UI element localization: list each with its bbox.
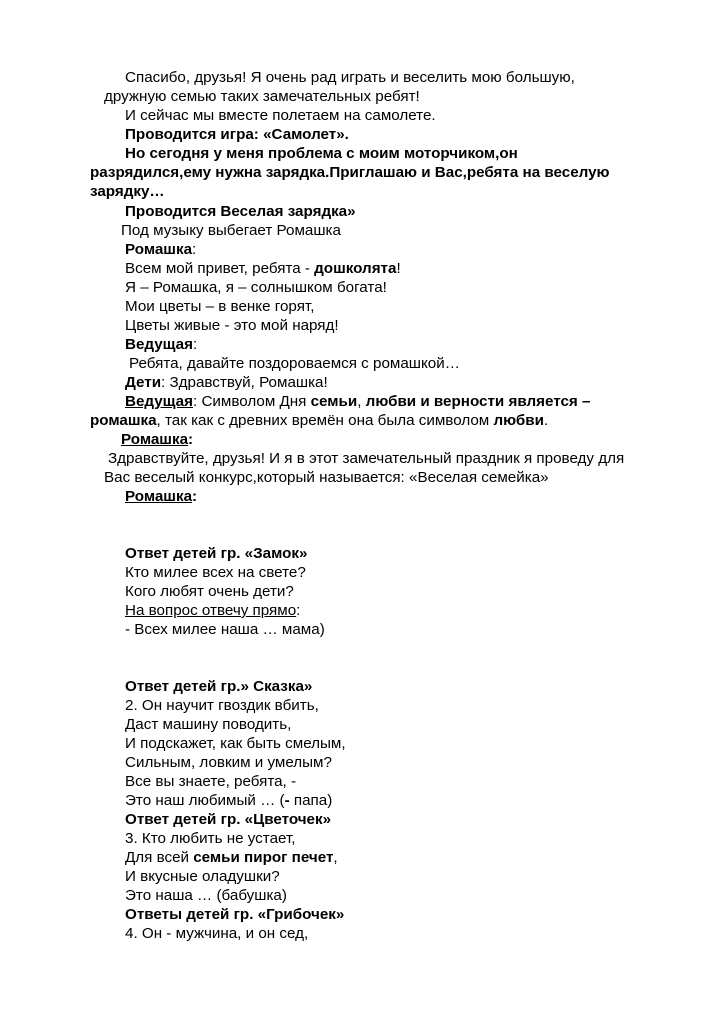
- text-run: Я – Ромашка, я – солнышком богата!: [125, 279, 387, 296]
- text-run-bold: дошколята: [314, 260, 397, 277]
- text-run-bold: семьи пирог печет: [193, 849, 334, 866]
- text-run: Все вы знаете, ребята, -: [125, 773, 297, 790]
- text-run: Это наш любимый … (: [125, 792, 285, 809]
- group-answer-heading: [125, 678, 312, 696]
- text-run: Кто милее всех на свете?: [125, 564, 306, 581]
- text-line: [104, 88, 420, 106]
- text-line: [90, 183, 165, 201]
- text-line: [125, 107, 436, 125]
- text-line: [125, 621, 325, 639]
- text-line: [125, 602, 300, 620]
- speaker-line: [121, 431, 193, 449]
- text-run: ,: [357, 393, 366, 410]
- exercise-heading: [125, 203, 356, 221]
- text-run-underlined: На вопрос отвечу прямо: [125, 602, 297, 619]
- text-line: [125, 925, 308, 943]
- text-line: [121, 222, 341, 240]
- text-line: [125, 564, 306, 582]
- text-run: Ответ детей гр. «Замок»: [125, 545, 308, 562]
- speaker-name: Ведущая: [125, 336, 193, 353]
- text-run: :: [296, 602, 301, 619]
- text-line: [125, 716, 291, 734]
- text-run: Мои цветы – в венке горят,: [125, 298, 315, 315]
- text-run: Ответ детей гр. «Цветочек»: [125, 811, 332, 828]
- text-run: , так как с древних времён она была символом: [156, 412, 494, 429]
- speaker-name: Ромашка: [125, 241, 193, 258]
- group-answer-heading: [125, 545, 307, 563]
- speaker-name: Ромашка: [121, 431, 189, 448]
- text-line: [125, 697, 319, 715]
- text-run: Спасибо, друзья! Я очень рад играть и веселить мою большую,: [125, 69, 575, 86]
- speaker-line: [125, 336, 197, 354]
- group-answer-heading: [125, 811, 331, 829]
- text-run: 2. Он научит гвоздик вбить,: [125, 697, 319, 714]
- text-run-bold: семьи: [310, 393, 358, 410]
- text-run: Цветы живые - это мой наряд!: [125, 317, 339, 334]
- text-run: Под музыку выбегает Ромашка: [121, 222, 341, 239]
- text-run: ,: [333, 849, 338, 866]
- text-line: [125, 583, 294, 601]
- text-line: [125, 868, 280, 886]
- text-run: дружную семью таких замечательных ребят!: [104, 88, 420, 105]
- text-line: [108, 450, 624, 468]
- text-line: [125, 735, 346, 753]
- speaker-name: Ромашка: [125, 488, 193, 505]
- text-run: И вкусные оладушки?: [125, 868, 280, 885]
- text-line: [125, 145, 518, 163]
- text-run: :: [192, 241, 197, 258]
- speaker-line: [125, 241, 196, 259]
- text-line: [90, 412, 548, 430]
- text-run: Кого любят очень дети?: [125, 583, 294, 600]
- text-line: [90, 164, 610, 182]
- speaker-name: Ведущая: [125, 393, 193, 410]
- text-line: [125, 849, 338, 867]
- text-run: Для всей: [125, 849, 194, 866]
- text-run: Даст машину поводить,: [125, 716, 292, 733]
- text-run: !: [396, 260, 401, 277]
- text-run: Всем мой привет, ребята -: [125, 260, 315, 277]
- text-run: 4. Он - мужчина, и он сед,: [125, 925, 309, 942]
- text-run-bold: -: [284, 792, 290, 809]
- text-run: Ответы детей гр. «Грибочек»: [125, 906, 345, 923]
- text-run: : Здравствуй, Ромашка!: [161, 374, 328, 391]
- text-run: Проводится Веселая зарядка»: [125, 203, 356, 220]
- text-run-bold: любви: [493, 412, 544, 429]
- text-line: [125, 754, 332, 772]
- text-run: 3. Кто любить не устает,: [125, 830, 296, 847]
- text-run: Проводится игра: «Самолет».: [125, 126, 349, 143]
- text-run: : Символом Дня: [193, 393, 311, 410]
- text-run: зарядку…: [90, 183, 165, 200]
- group-answer-heading: [125, 906, 344, 924]
- text-line: [125, 260, 401, 278]
- text-line: [125, 298, 314, 316]
- text-line: [125, 792, 332, 810]
- text-run: :: [193, 336, 198, 353]
- game-heading: [125, 126, 349, 144]
- text-run: :: [188, 431, 194, 448]
- text-run: Но сегодня у меня проблема с моим моторчиком,он: [125, 145, 518, 162]
- text-line: [125, 69, 575, 87]
- text-run: И подскажет, как быть смелым,: [125, 735, 346, 752]
- text-run: И сейчас мы вместе полетаем на самолете.: [125, 107, 436, 124]
- text-run: Сильным, ловким и умелым?: [125, 754, 332, 771]
- text-run-bold: ромашка: [90, 412, 157, 429]
- text-line: [125, 279, 387, 297]
- text-run: :: [192, 488, 198, 505]
- text-run: Ответ детей гр.» Сказка»: [125, 678, 313, 695]
- text-run: .: [543, 412, 549, 429]
- speaker-line: [125, 393, 590, 411]
- text-run: Ребята, давайте поздороваемся с ромашкой…: [129, 355, 460, 372]
- text-line: [125, 830, 295, 848]
- text-line: [104, 469, 549, 487]
- text-run: Вас веселый конкурс,который называется: «Веселая семейка»: [104, 469, 549, 486]
- text-line: [129, 355, 460, 373]
- text-run: папа): [289, 792, 333, 809]
- text-line: [125, 773, 296, 791]
- speaker-line: [125, 374, 328, 392]
- speaker-name: Дети: [125, 374, 162, 391]
- text-run: разрядился,ему нужна зарядка.Приглашаю и Вас,ребята на веселую: [90, 164, 610, 181]
- text-line: [125, 887, 287, 905]
- text-run-bold: любви и верности является –: [365, 393, 591, 410]
- text-run: Это наша … (бабушка): [125, 887, 287, 904]
- text-run: - Всех милее наша … мама): [125, 621, 325, 638]
- speaker-line: [125, 488, 197, 506]
- text-line: [125, 317, 339, 335]
- text-run: Здравствуйте, друзья! И я в этот замечательный праздник я проведу для: [108, 450, 625, 467]
